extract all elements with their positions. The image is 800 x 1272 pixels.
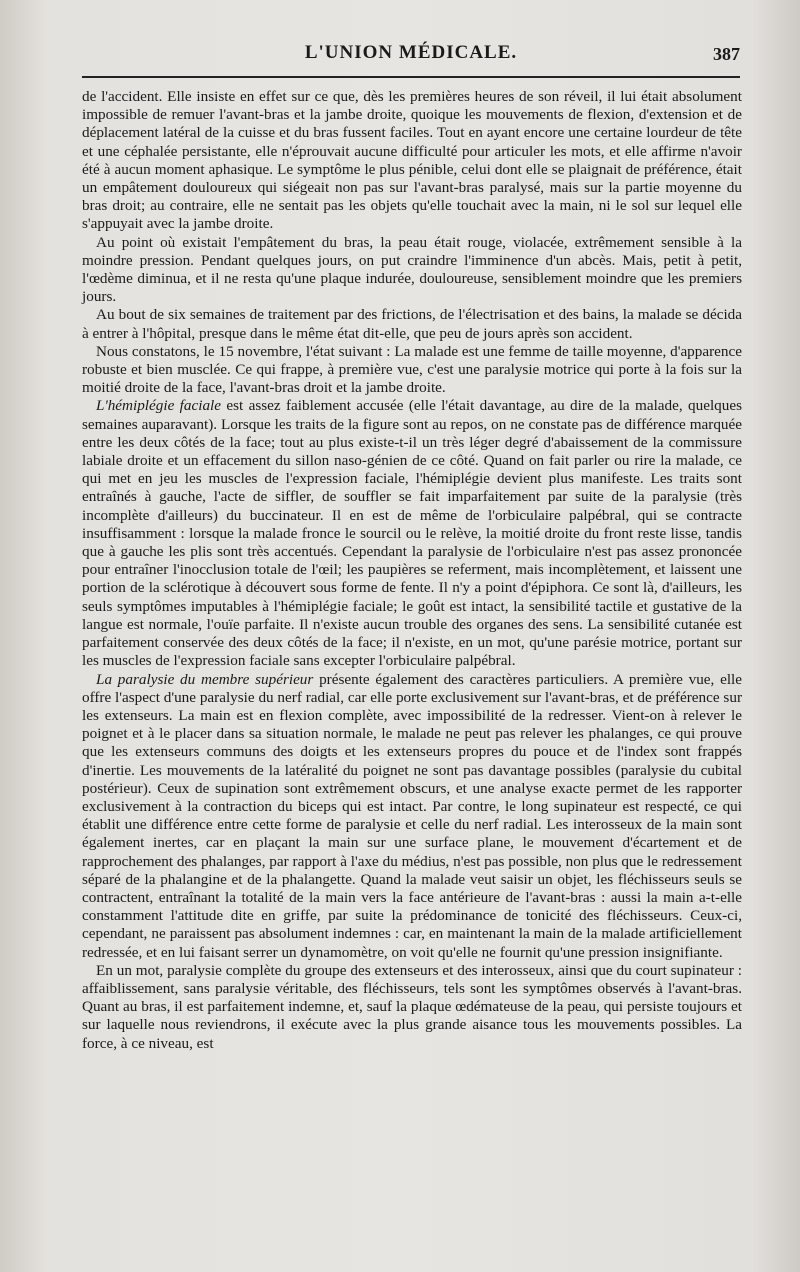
section-lead: La paralysie du membre supérieur (96, 670, 314, 688)
paragraph (82, 671, 742, 962)
section-lead: L'hémiplégie faciale (96, 397, 222, 415)
running-title: L'UNION MÉDICALE. (304, 42, 518, 63)
page-header (82, 42, 740, 72)
paragraph-text: présente également des caractères particuliers. A première vue, elle offre l'aspect d'une paralysie du nerf radial, car elle porte exclusivement sur l'avant-bras, et de préférence sur les extenseurs. La main est en flexion complète, avec impossibilité de la redresser. Vient-on à relever le poignet et à le placer dans sa situation normale, le malade ne peut pas relever les phalanges, ce qui prouve que les extenseurs communs des doigts et les extenseurs propres du pouce et de l'index sont frappés d'inertie. Les mouvements de la latéralité du poignet ne sont pas davantage possibles (paralysie du cubital postérieur). Ceux de supination sont extrêmement obscurs, et une analyse exacte permet de les rapporter exclusivement à la contraction du biceps qui est intact. Par contre, le long supinateur est respecté, ce qui établit une différence entre cette forme de paralysie et celle du nerf radial. Les interosseux de la main sont également inertes, car en plaçant la main sur une surface plane, le mouvement d'écartement et de rapprochement des phalanges, par rapport à l'axe du médius, n'est pas possible, non plus que le redressement séparé de la phalangine et de la phalangette. Quand la malade veut saisir un objet, les fléchisseurs seuls se contractent, entraînant la totalité de la main vers la face antérieure de l'avant-bras : aussi la main a-t-elle constamment l'attitude dite en griffe, par suite la prédominance de tonicité des fléchisseurs. Ceux-ci, cependant, ne paraissent pas absolument indemnes : car, en maintenant la main de la malade artificiellement redressée, et en lui faisant serrer un dynamomètre, on voit qu'elle ne fournit qu'une pression insignifiante. (82, 670, 743, 961)
paragraph-text: de l'accident. Elle insiste en effet sur ce que, dès les premières heures de son réveil, il lui était absolument impossible de remuer l'avant-bras et la jambe droite, quoique les mouvements de flexion, d'extension et de déplacement latéral de la cuisse et du bras fussent faciles. Tout en ayant encore une certaine lourdeur de tête et une céphalée persistante, elle n'éprouvait aucune difficulté pour articuler les mots, et elle affirme n'avoir été à aucun moment aphasique. Le symptôme le plus pénible, celui dont elle se plaignait de préférence, était un empâtement douloureux qui siégeait non pas sur l'avant-bras paralysé, mais sur la partie moyenne du bras droit; au contraire, elle ne sentait pas les objets qu'elle touchait avec la main, ni le sol sur lequel elle s'appuyait avec la jambe droite. (82, 88, 742, 233)
paragraph (82, 306, 742, 342)
paragraph (82, 397, 742, 670)
paragraph-text: Nous constatons, le 15 novembre, l'état suivant : La malade est une femme de taille moyenne, d'apparence robuste et bien musclée. Ce qui frappe, à première vue, c'est une paralysie motrice qui porte à la fois sur la moitié droite de la face, l'avant-bras droit et la jambe droite. (82, 342, 742, 397)
paragraph (82, 234, 742, 307)
header-rule (82, 76, 740, 78)
paragraph (82, 962, 742, 1053)
paragraph-text: Au point où existait l'empâtement du bras, la peau était rouge, violacée, extrêmement sensible à la moindre pression. Pendant quelques jours, on put craindre l'imminence d'un abcès. Mais, petit à petit, l'œdème diminua, et il ne resta qu'une plaque indurée, douloureuse, sensiblement moindre que les premiers jours. (82, 233, 742, 306)
paragraph-text: En un mot, paralysie complète du groupe des extenseurs et des interosseux, ainsi que du court supinateur : affaiblissement, sans paralysie véritable, des fléchisseurs, tels sont les symptômes observés à l'avant-bras. Quant au bras, il est parfaitement indemne, et, sauf la plaque œdémateuse de la peau, qui persiste toujours et sur laquelle nous reviendrons, il exécute avec la plus grande aisance tous les mouvements possibles. La force, à ce niveau, est (82, 961, 742, 1052)
paragraph (82, 88, 742, 234)
article-body (82, 88, 742, 1053)
paragraph (82, 343, 742, 398)
paragraph-text: Au bout de six semaines de traitement par des frictions, de l'électrisation et des bains, la malade se décida à entrer à l'hôpital, presque dans le même état dit-elle, que peu de jours après son accident. (82, 306, 742, 342)
paragraph-text: est assez faiblement accusée (elle l'était davantage, au dire de la malade, quelques semaines auparavant). Lorsque les traits de la figure sont au repos, on ne constate pas de différence marquée entre les deux côtés de la face; tout au plus existe-t-il un très léger degré d'abaissement de la commissure labiale droite et un effacement du sillon naso-génien de ce côté. Quand on fait parler ou rire la malade, ce qui met en jeu les muscles de l'expression faciale, l'hémiplégie devient plus manifeste. Les traits sont entraînés à gauche, l'acte de siffler, de souffler se fait imparfaitement par suite de la paralysie (très incomplète d'ailleurs) du buccinateur. Il en est de même de l'orbiculaire palpébral, qui se contracte insuffisamment : lorsque la malade fronce le sourcil ou le relève, la moitié droite du front reste lisse, tandis que à gauche les plis sont très accentués. Cependant la paralysie de l'orbiculaire n'est pas assez prononcée pour entraîner l'inocclusion totale de l'œil; les paupières se referment, mais incomplètement, et laissent une portion de la sclérotique à découvert sous forme de fente. Il n'y a point d'épiphora. Ce sont là, d'ailleurs, les seuls symptômes imputables à l'hémiplégie faciale; le goût est intact, la sensibilité tactile et gustative de la langue est normale, l'ouïe parfaite. Il n'existe aucun trouble des organes des sens. La sensibilité cutanée est parfaitement conservée des deux côtés de la face; il n'existe, en un mot, qu'une parésie motrice, portant sur les muscles de l'expression faciale sans excepter l'orbiculaire palpébral. (82, 397, 742, 670)
page-number: 387 (713, 44, 740, 64)
